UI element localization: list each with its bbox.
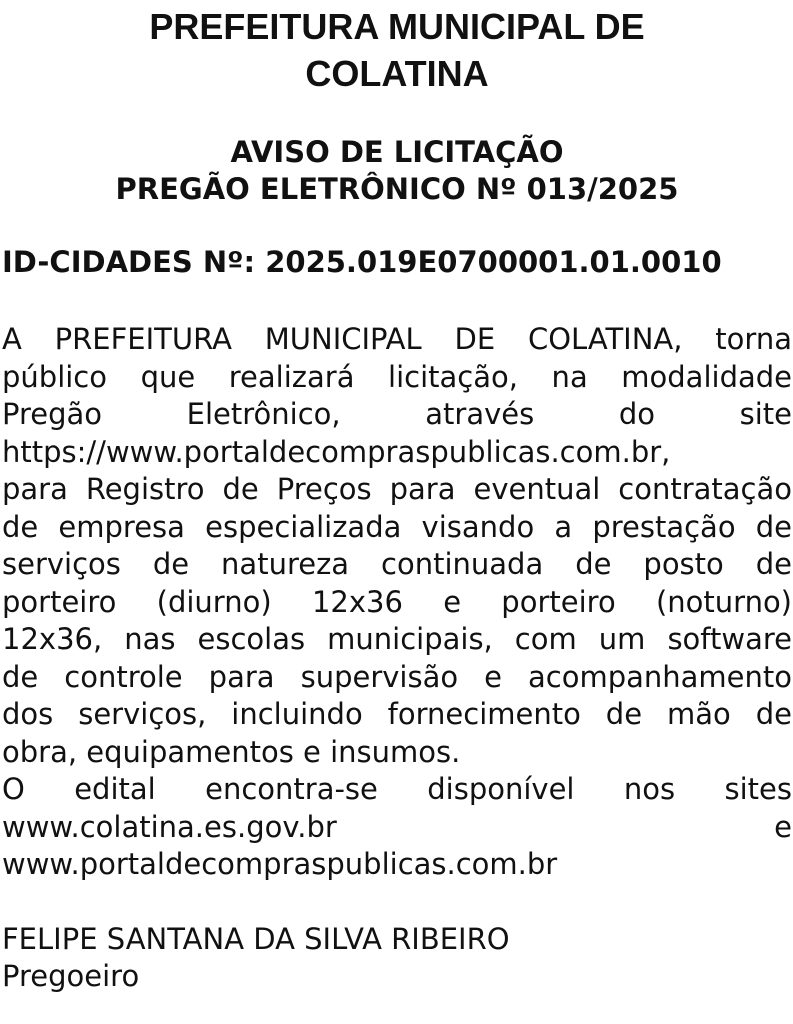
body-line-7: serviços de natureza continuada de posto de (2, 547, 792, 581)
organization-title-line-1: PREFEITURA MUNICIPAL DE (149, 6, 645, 47)
body-line-3: Pregão Eletrônico, através do site (2, 397, 792, 431)
signature-block (2, 921, 792, 996)
body-line-9: 12x36, nas escolas municipais, com um software (2, 622, 792, 656)
signatory-role: Pregoeiro (2, 959, 140, 993)
body-line-8: porteiro (diurno) 12x36 e porteiro (noturno) (2, 584, 792, 619)
notice-title-line-1: AVISO DE LICITAÇÃO (230, 135, 564, 169)
notice-title (2, 134, 792, 208)
organization-title (2, 2, 792, 97)
body-line-12: obra, equipamentos e insumos. (2, 734, 461, 769)
body-line-15-url: www.portaldecompraspublicas.com.br (2, 847, 558, 881)
body-line-2: público que realizará licitação, na modalidade (2, 359, 792, 394)
body-line-4-url: https://www.portaldecompraspublicas.com.br, (2, 434, 671, 469)
body-line-10: de controle para supervisão e acompanhamento (2, 659, 792, 694)
body-line-11: dos serviços, incluindo fornecimento de mão de (2, 697, 792, 731)
body-line-1: A PREFEITURA MUNICIPAL DE COLATINA, torna (2, 322, 792, 356)
signatory-name: FELIPE SANTANA DA SILVA RIBEIRO (2, 921, 510, 956)
body-line-13: O edital encontra-se disponível nos sites (2, 772, 792, 806)
id-cidades-line: ID-CIDADES Nº: 2025.019E0700001.01.0010 (2, 245, 722, 279)
notice-body (2, 321, 792, 884)
organization-title-line-2: COLATINA (305, 53, 489, 94)
body-line-6: de empresa especializada visando a prestação de (2, 509, 792, 544)
body-line-14: www.colatina.es.gov.br e (2, 809, 792, 844)
body-line-5: para Registro de Preços para eventual contratação (2, 472, 792, 506)
notice-title-line-2: PREGÃO ELETRÔNICO Nº 013/2025 (115, 172, 679, 206)
